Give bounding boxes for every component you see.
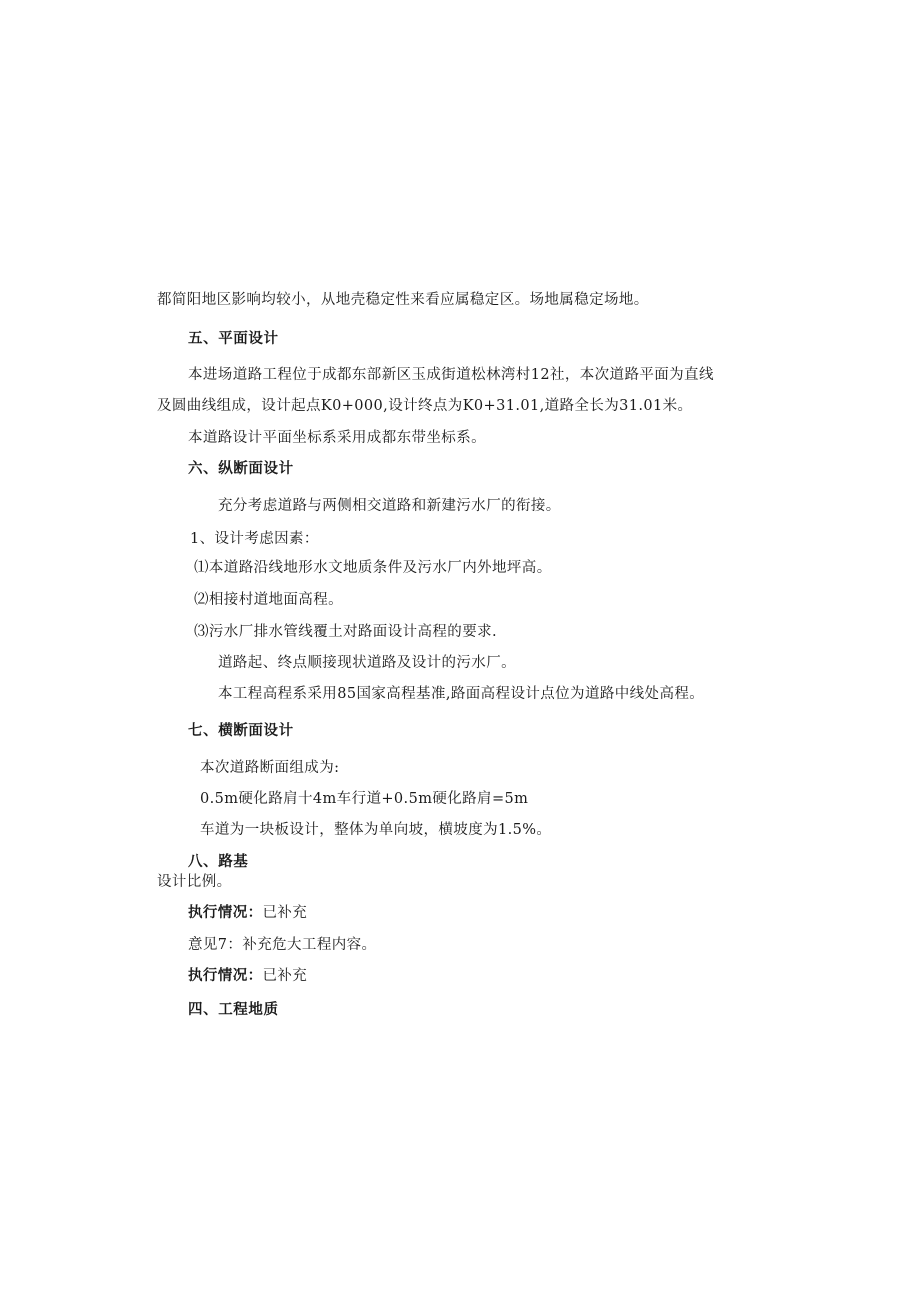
text-line-elevation-datum: 本工程高程系采用85国家高程基准,路面高程设计点位为道路中线处高程。: [218, 686, 705, 702]
text-line-endpoints: 道路起、终点顺接现状道路及设计的污水厂。: [218, 655, 516, 671]
execution-status-label: 执行情况：: [188, 905, 263, 921]
text-line-design-factors: 1、设计考虑因素：: [190, 531, 319, 547]
list-item-factor-1: ⑴本道路沿线地形水文地质条件及污水厂内外地坪高。: [194, 560, 552, 576]
section-heading-engineering-geology: 四、工程地质: [188, 1002, 279, 1018]
text-line-project-location: 本进场道路工程位于成都东部新区玉成街道松林湾村12社，本次道路平面为直线: [188, 367, 714, 383]
section-heading-cross-section: 七、横断面设计: [188, 723, 294, 739]
list-item-factor-2: ⑵相接村道地面高程。: [194, 592, 343, 608]
execution-status-1: [188, 903, 307, 923]
execution-status-value: 已补充: [262, 905, 308, 921]
text-line-connection: 充分考虑道路与两侧相交道路和新建污水厂的衔接。: [218, 498, 561, 514]
text-line-opinion-7: 意见7：补充危大工程内容。: [188, 937, 377, 953]
execution-status-value: 已补充: [262, 968, 308, 984]
text-line-slope: 车道为一块板设计，整体为单向坡，横坡度为1.5%。: [200, 822, 552, 838]
text-line-coordinate-system: 本道路设计平面坐标系采用成都东带坐标系。: [188, 430, 486, 446]
list-item-factor-3: ⑶污水厂排水管线覆土对路面设计高程的要求.: [194, 624, 498, 640]
execution-status-2: [188, 966, 307, 986]
text-line-cross-section-intro: 本次道路断面组成为:: [200, 760, 340, 776]
section-heading-plane-design: 五、平面设计: [188, 331, 279, 347]
execution-status-label: 执行情况：: [188, 968, 263, 984]
text-line-cross-section-composition: 0.5m硬化路肩十4m车行道+0.5m硬化路肩=5m: [200, 791, 529, 807]
text-line-geology-stability: 都简阳地区影响均较小，从地壳稳定性来看应属稳定区。场地属稳定场地。: [157, 292, 649, 308]
text-line-design-ratio: 设计比例。: [157, 874, 232, 890]
section-heading-longitudinal-design: 六、纵断面设计: [188, 461, 294, 477]
text-line-route-length: 及圆曲线组成，设计起点K0+000,设计终点为K0+31.01,道路全长为31.01米。: [157, 398, 693, 414]
section-heading-subgrade: 八、路基: [188, 854, 249, 870]
